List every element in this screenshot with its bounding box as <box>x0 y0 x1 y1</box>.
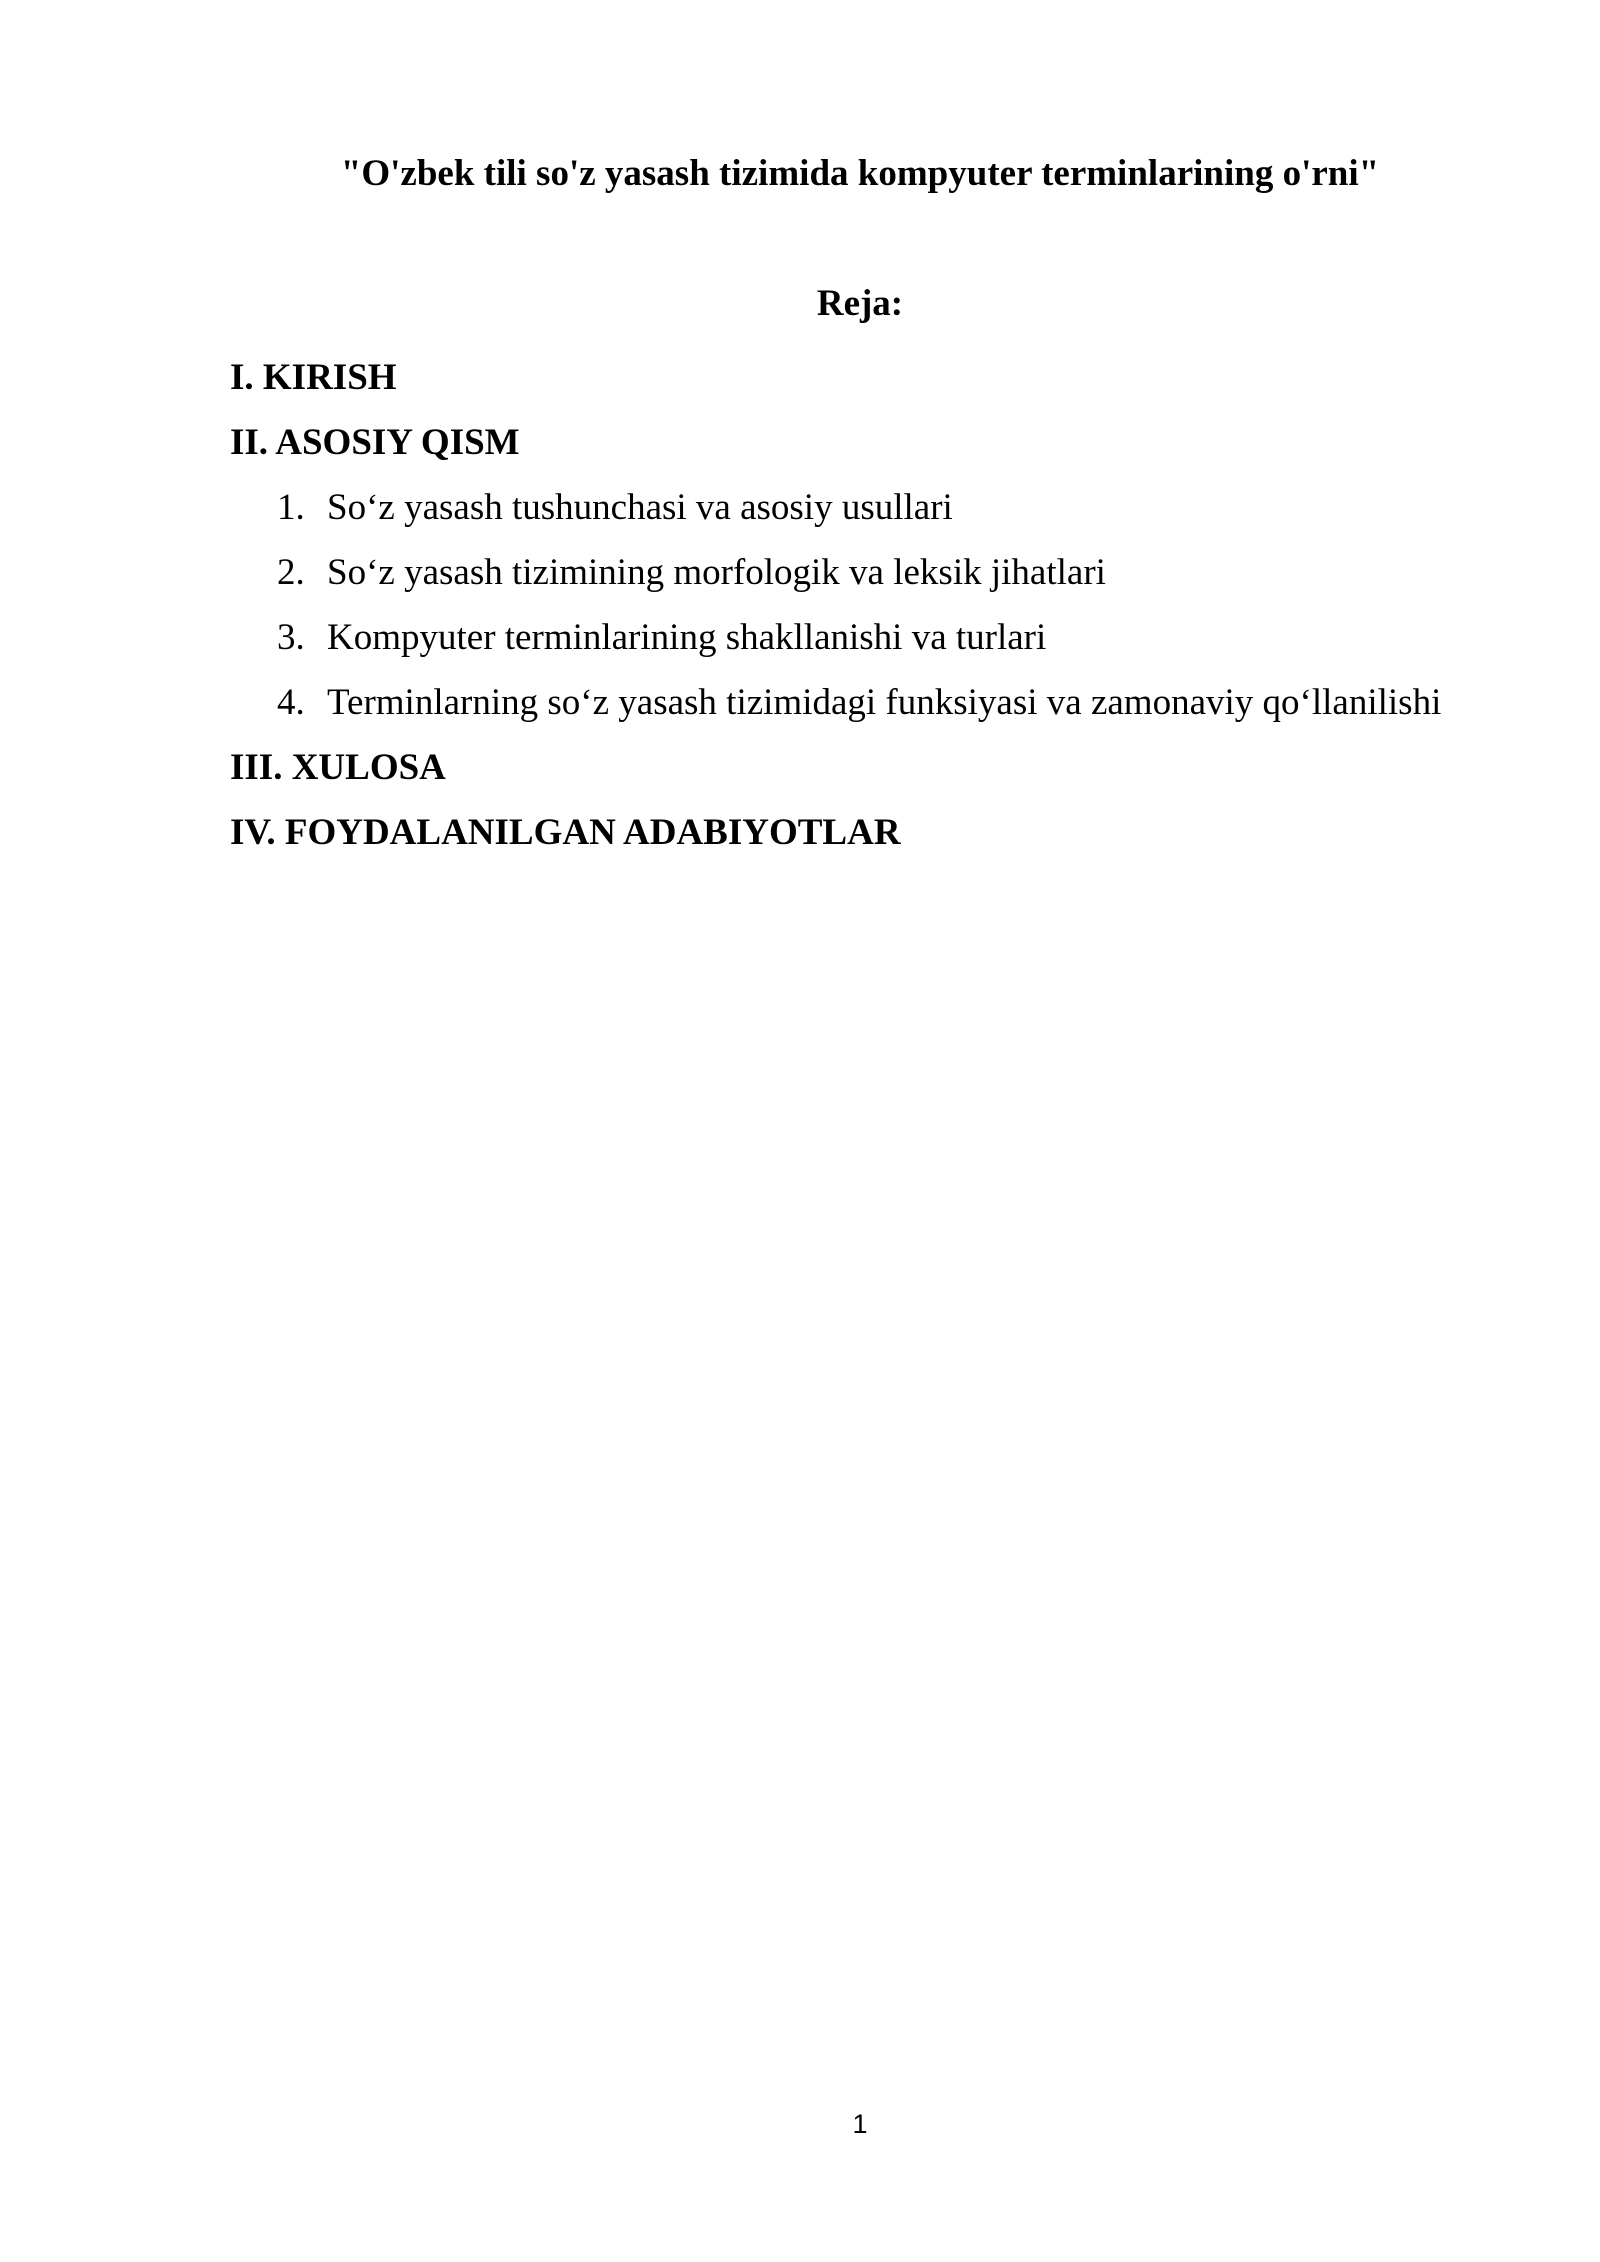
toc-subitem <box>230 540 1530 605</box>
toc-subitem <box>230 670 1530 735</box>
toc-section-main-part: II. ASOSIY QISM <box>230 422 520 463</box>
toc-subitem-number: 4. <box>277 682 305 723</box>
document-title: "O'zbek tili so'z yasash tizimida kompyuter terminlarining o'rni" <box>340 153 1380 194</box>
toc-subitem-text: So‘z yasash tushunchasi va asosiy usullari <box>327 487 953 528</box>
toc-subitem <box>230 475 1530 540</box>
page-number: 1 <box>852 2109 868 2139</box>
toc-subitem-text: So‘z yasash tizimining morfologik va leksik jihatlari <box>327 552 1106 593</box>
toc-subitem-number: 3. <box>277 617 305 658</box>
toc-section-introduction: I. KIRISH <box>230 357 397 398</box>
plan-heading: Reja: <box>816 283 904 324</box>
toc-subitem <box>230 605 1530 670</box>
toc-subitem-number: 2. <box>277 552 305 593</box>
toc-section-references: IV. FOYDALANILGAN ADABIYOTLAR <box>230 812 901 853</box>
table-of-contents <box>230 345 1530 865</box>
toc-subitem-number: 1. <box>277 487 305 528</box>
toc-section-conclusion: III. XULOSA <box>230 747 446 788</box>
toc-subitem-text: Terminlarning so‘z yasash tizimidagi funksiyasi va zamonaviy qo‘llanilishi <box>327 682 1442 723</box>
toc-subitem-text: Kompyuter terminlarining shakllanishi va turlari <box>327 617 1047 658</box>
